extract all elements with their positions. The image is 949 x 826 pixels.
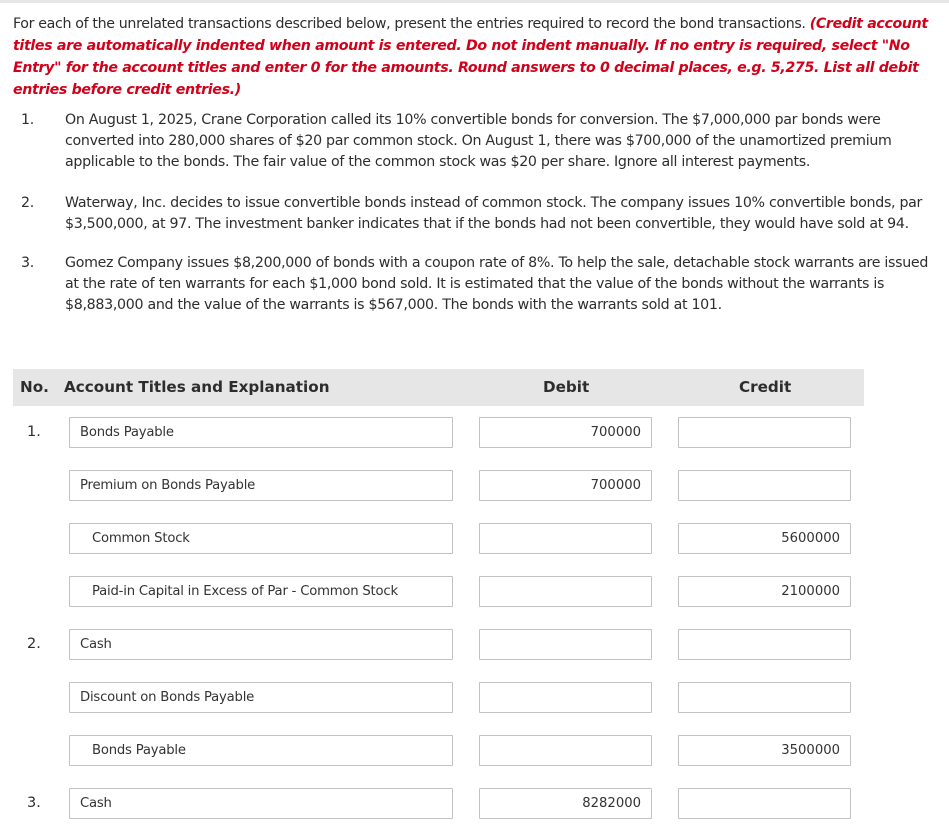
instructions <box>13 13 943 101</box>
credit-field[interactable] <box>678 629 851 660</box>
header-no: No. <box>20 378 49 396</box>
credit-field[interactable]: 5600000 <box>678 523 851 554</box>
instructions-emphasis: (Credit account titles are automatically indented when amount is entered. Do not indent manually. If no entry is required, select "No Entry" for the account titles and enter 0 for the amounts. Round answers to 0 decimal places, e.g. 5,275. List all debit entries before credit entries.) <box>13 16 928 98</box>
account-title-field[interactable]: Bonds Payable <box>69 735 453 766</box>
problem-number: 2. <box>21 195 34 211</box>
credit-field[interactable] <box>678 788 851 819</box>
problem-number: 3. <box>21 255 34 271</box>
credit-field[interactable] <box>678 470 851 501</box>
credit-field[interactable]: 3500000 <box>678 735 851 766</box>
debit-field[interactable] <box>479 576 652 607</box>
debit-field[interactable] <box>479 629 652 660</box>
debit-field[interactable] <box>479 735 652 766</box>
journal-row <box>0 788 949 821</box>
credit-field[interactable] <box>678 417 851 448</box>
journal-row <box>0 629 949 662</box>
header-credit: Credit <box>739 378 792 396</box>
journal-row <box>0 735 949 768</box>
account-title-field[interactable]: Cash <box>69 788 453 819</box>
journal-row <box>0 470 949 503</box>
journal-row <box>0 682 949 715</box>
instructions-lead: For each of the unrelated transactions described below, present the entries required to record the bond transactions. <box>13 16 810 32</box>
account-title-field[interactable]: Premium on Bonds Payable <box>69 470 453 501</box>
account-title-field[interactable]: Paid-in Capital in Excess of Par - Common Stock <box>69 576 453 607</box>
journal-row <box>0 417 949 450</box>
journal-row <box>0 523 949 556</box>
debit-field[interactable] <box>479 523 652 554</box>
debit-field[interactable] <box>479 682 652 713</box>
problem-text: Waterway, Inc. decides to issue convertible bonds instead of common stock. The company issues 10% convertible bonds, par $3,500,000, at 97. The investment banker indicates that if the bonds had not been convertible, they would have sold at 94. <box>65 195 923 232</box>
header-debit: Debit <box>543 378 590 396</box>
debit-field[interactable]: 700000 <box>479 417 652 448</box>
credit-field[interactable] <box>678 682 851 713</box>
journal-table-header <box>13 369 864 406</box>
header-account: Account Titles and Explanation <box>64 378 330 396</box>
account-title-field[interactable]: Bonds Payable <box>69 417 453 448</box>
entry-number: 2. <box>27 636 41 652</box>
problem-text: Gomez Company issues $8,200,000 of bonds with a coupon rate of 8%. To help the sale, detachable stock warrants are issued at the rate of ten warrants for each $1,000 bond sold. It is estimated that the value of the bonds without the warrants is $8,883,000 and the value of the warrants is $567,000. The bonds with the warrants sold at 101. <box>65 255 929 313</box>
account-title-field[interactable]: Discount on Bonds Payable <box>69 682 453 713</box>
journal-row <box>0 576 949 609</box>
problem-text: On August 1, 2025, Crane Corporation called its 10% convertible bonds for conversion. The $7,000,000 par bonds were converted into 280,000 shares of $20 par common stock. On August 1, there was $700,000 of the unamortized premium applicable to the bonds. The fair value of the common stock was $20 per share. Ignore all interest payments. <box>65 112 892 170</box>
account-title-field[interactable]: Cash <box>69 629 453 660</box>
debit-field[interactable]: 8282000 <box>479 788 652 819</box>
credit-field[interactable]: 2100000 <box>678 576 851 607</box>
entry-number: 3. <box>27 795 41 811</box>
top-divider <box>0 0 949 3</box>
debit-field[interactable]: 700000 <box>479 470 652 501</box>
problem-number: 1. <box>21 112 34 128</box>
entry-number: 1. <box>27 424 41 440</box>
account-title-field[interactable]: Common Stock <box>69 523 453 554</box>
